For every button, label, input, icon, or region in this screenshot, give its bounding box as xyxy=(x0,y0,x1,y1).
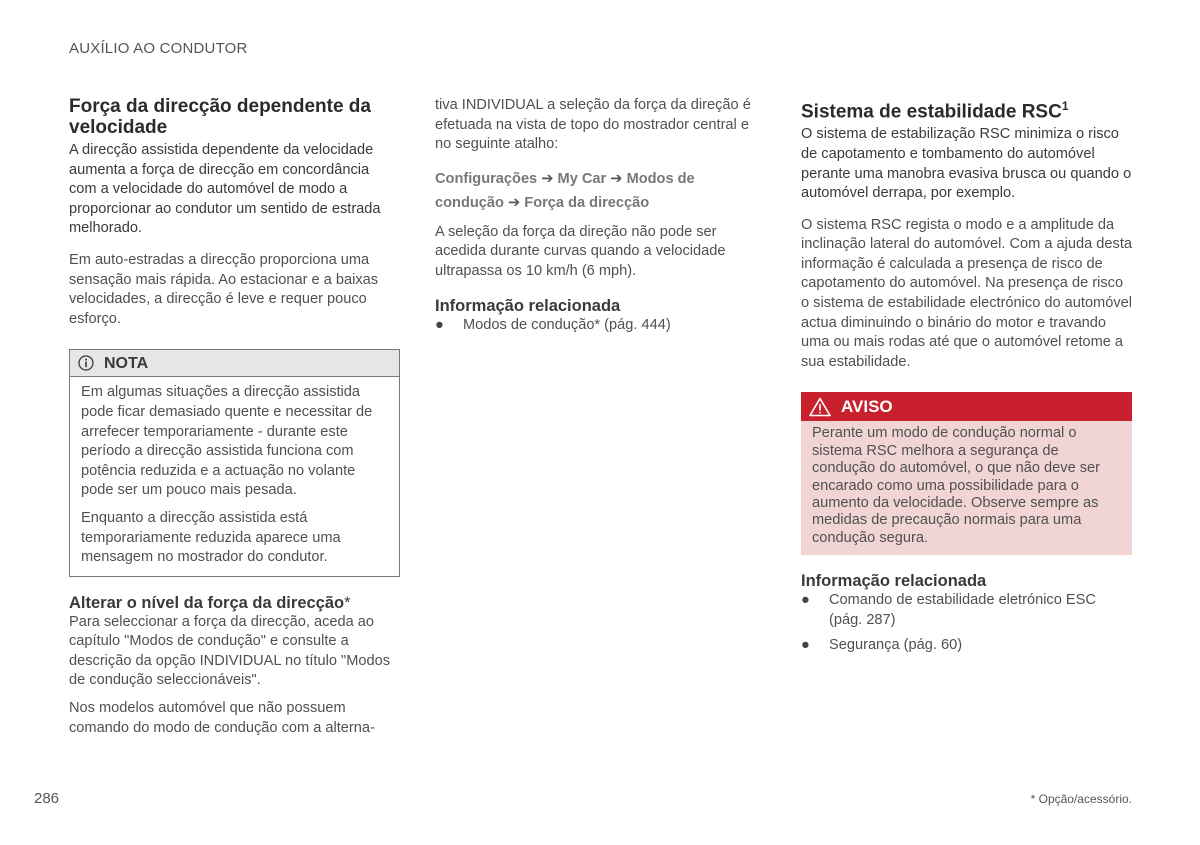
note-paragraph: Enquanto a direcção assistida está temporariamente reduzida aparece uma mensagem no mostrador do condutor. xyxy=(81,509,341,566)
page-number: 286 xyxy=(34,790,60,807)
path-step: My Car xyxy=(557,170,607,187)
note-header xyxy=(70,350,399,377)
section-title-rsc xyxy=(801,96,1132,122)
paragraph: tiva INDIVIDUAL a seleção da força da direção é efetuada na vista de topo do mostrador central e no seguinte atalho: xyxy=(435,97,751,153)
arrow-right-icon: ➔ xyxy=(610,170,623,187)
note-label: NOTA xyxy=(104,354,149,372)
paragraph: Em auto-estradas a direcção proporciona uma sensação mais rápida. Ao estacionar e a baixas velocidades, a direcção é leve e requer pouco esforço. xyxy=(69,251,379,327)
bullet-icon: ● xyxy=(801,637,810,654)
column-left xyxy=(69,96,400,738)
section-header: AUXÍLIO AO CONDUTOR xyxy=(69,40,248,57)
option-mark: * xyxy=(344,593,351,612)
lead-paragraph: A direcção assistida dependente da velocidade aumenta a força de direcção em concordância com a velocidade do automóvel de modo a proporcionar ao condutor um sentido de estrada melhorado. xyxy=(69,142,381,237)
path-step: Força da direcção xyxy=(524,194,650,211)
related-info-title: Informação relacionada xyxy=(435,296,621,315)
note-box xyxy=(69,349,400,576)
path-step: Configurações xyxy=(435,170,538,187)
subsection-title xyxy=(69,593,400,613)
paragraph: Nos modelos automóvel que não possuem comando do modo de condução com a alterna- xyxy=(69,700,375,736)
warning-header xyxy=(801,392,1132,421)
list-item xyxy=(801,591,1132,630)
lead-paragraph: O sistema de estabilização RSC minimiza o risco de capotamento e tombamento do automóvel perante uma manobra evasiva brusca ou quando o automóvel derrapa, por exemplo. xyxy=(801,126,1132,202)
warning-triangle-icon xyxy=(809,397,831,417)
footnote-marker: 1 xyxy=(1061,99,1069,113)
arrow-right-icon: ➔ xyxy=(541,170,554,187)
subsection-title-text: Alterar o nível da força da direcção xyxy=(69,593,345,612)
related-link[interactable]: Comando de estabilidade eletrónico ESC (pág. 287) xyxy=(829,592,1096,628)
info-icon xyxy=(78,355,94,371)
list-item xyxy=(435,316,765,336)
section-title-steering: Força da direcção dependente da velocidade xyxy=(69,96,371,138)
arrow-right-icon: ➔ xyxy=(507,194,521,211)
section-title-rsc-text: Sistema de estabilidade RSC xyxy=(801,101,1062,123)
paragraph: A seleção da força da direção não pode ser acedida durante curvas quando a velocidade ultrapassa os 10 km/h (6 mph). xyxy=(435,223,726,279)
related-info-title: Informação relacionada xyxy=(801,572,987,591)
paragraph: O sistema RSC regista o modo e a amplitude da inclinação lateral do automóvel. Com a ajuda desta informação é calculada a presença de risco de capotamento do automóvel. Na presença de risco o sistema de estabilidade electrónico do automóvel actua diminuindo o binário do motor e travando uma ou mais rodas até que o automóvel retome a sua estabilidade. xyxy=(801,216,1132,370)
column-right xyxy=(801,96,1132,656)
bullet-icon: ● xyxy=(435,316,444,333)
bullet-icon: ● xyxy=(801,592,810,609)
related-link[interactable]: Segurança (pág. 60) xyxy=(829,637,963,654)
note-paragraph: Em algumas situações a direcção assistida pode ficar demasiado quente e necessitar de arrefecer temporariamente - durante este período a direcção assistida funciona com potência reduzida e a actuação no volante pode ser um pouco mais pesada. xyxy=(81,384,373,499)
list-item xyxy=(801,636,1132,656)
column-middle xyxy=(435,96,765,335)
warning-label: AVISO xyxy=(841,397,893,417)
warning-text: Perante um modo de condução normal o sistema RSC melhora a segurança de condução do automóvel, o que não deve ser encarado como uma possibilidade para o aumento da velocidade. Observe sempre as medidas de precaução normais para uma condução segura. xyxy=(812,425,1101,546)
paragraph: Para seleccionar a força da direcção, aceda ao capítulo "Modos de condução" e consulte a descrição da opção INDIVIDUAL no título "Modos de condução seleccionáveis". xyxy=(69,613,390,689)
path-step: Modos de condução xyxy=(435,170,695,211)
menu-path xyxy=(435,167,765,215)
related-link[interactable]: Modos de condução* (pág. 444) xyxy=(463,316,671,333)
footnote: * Opção/acessório. xyxy=(1030,792,1132,806)
warning-box xyxy=(801,392,1132,555)
